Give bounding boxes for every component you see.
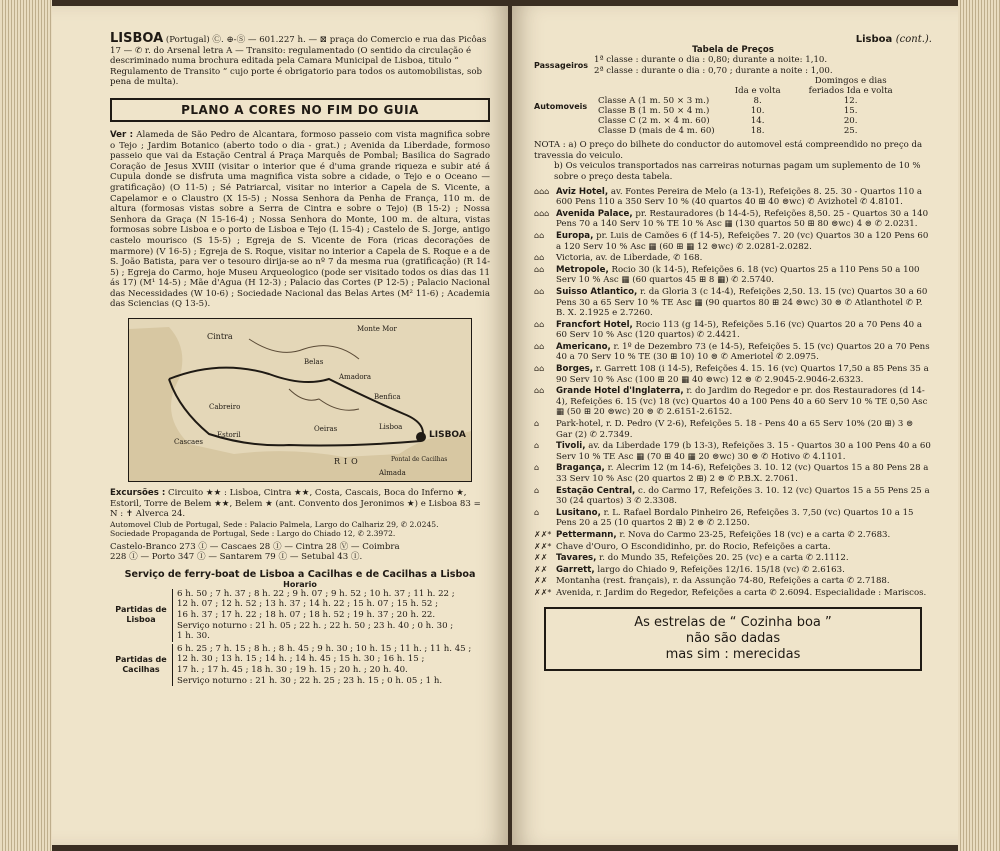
auto-class: Classe A (1 m. 50 × 3 m.) [598,96,710,107]
col-domingos: Domingos e dias feriados Ida e volta [808,76,893,97]
note-b: b) Os veiculos transportados nas carreiras noturnas pagam um suplemento de 10 % sobre o preço desta tabela. [554,161,921,182]
list-item [534,508,932,529]
hotel-details: c. do Carmo 17, Refeições 3. 10. 12 (vc) Quartos 15 a 55 Pens 25 a 30 (24 quartos) 3 ✆ 2.3308. [556,485,930,507]
list-item [534,565,932,576]
ferry-time-line: Serviço noturno : 21 h. 05 ; 22 h. ; 22 h. 50 ; 23 h. 40 ; 0 h. 30 ; [177,620,454,631]
hotel-rating-icon: ⌂⌂ [534,264,545,274]
list-item [534,463,932,484]
hotel-name: Americano, [556,341,611,352]
auto-price-table [594,76,905,136]
map-label-oeiras: Oeiras [314,425,338,434]
map-label-lisboa: Lisboa [379,423,403,432]
region-map [128,318,472,482]
excursoes-section [110,488,490,520]
map-city-label: LISBOA [429,430,466,441]
list-item [534,419,932,440]
list-item [534,253,932,264]
ferry-time-line: 1 h. 30. [177,631,210,642]
ferry-time-line: Serviço noturno : 21 h. 30 ; 22 h. 25 ; 23 h. 15 ; 0 h. 05 ; 1 h. [177,675,443,686]
list-item [534,231,932,252]
hotel-rating-icon: ⌂ [534,485,540,495]
distance-line-1: Castelo-Branco 273 Ⓘ — Cascaes 28 Ⓘ — Cintra 28 Ⓥ — Coimbra [110,541,400,552]
hotel-rating-icon: ⌂ [534,419,540,429]
map-label-cascaes: Cascaes [174,438,203,447]
hotel-rating-icon: ⌂⌂ [534,253,545,263]
auto-class: Classe D (mais de 4 m. 60) [598,126,715,137]
list-item [534,576,932,587]
auto-price-holiday: 20. [843,116,858,127]
hotel-rating-icon: ⌂⌂ [534,319,545,329]
ferry-cacilhas-row [110,644,490,686]
auto-price: 14. [750,116,765,127]
auto-class: Classe B (1 m. 50 × 4 m.) [598,106,710,117]
hotel-rating-icon: ⌂⌂⌂ [534,186,550,196]
autos-label: Automoveis [534,101,588,111]
restaurant-rating-icon: ✗✗* [534,587,552,597]
hotel-details: Park-hotel, r. D. Pedro (V 2-6), Refeições 5. 18 - Pens 40 a 65 Serv 10% (20 ⊞) 3 ⊜ Gar (2) ✆ 2.7349. [556,419,914,440]
restaurant-details: largo do Chiado 9, Refeições 12/16. 15/18 (vc) ✆ 2.6163. [597,564,845,575]
auto-class: Classe C (2 m. × 4 m. 60) [598,116,710,127]
map-label-cacilhas: Pontal de Cacilhas [391,456,448,464]
ferry-lisboa-label: Partidas de Lisboa [110,589,173,642]
hotel-name: Bragança, [556,463,605,474]
map-label-monte-mor: Monte Mor [357,325,397,334]
hotel-name: Grande Hotel d'Inglaterra, [556,386,684,397]
ferry-lisboa-times [177,589,490,642]
city-intro-text: (Portugal) Ⓒ. ⊕-Ⓢ — 601.227 h. — ⊠ praça do Comercio e rua das Picôas 17 — ✆ r. do Arsenal letra A — Transito: regulamentado (O sentido da circulação é descriminado numa brochura editada pela Camara Municipal de Lisboa, titulo “ Regulamento de Transito ” cujo porte é obrigatorio para todos os automobilistas, sob pena de multa). [110,35,487,88]
hotel-details: Rocio 113 (g 14-5), Refeições 5.16 (vc) Quartos 20 a 70 Pens 40 a 60 Serv 10 % Asc (120 quartos) ✆ 2.4421. [556,319,922,341]
hotel-rating-icon: ⌂ [534,507,540,517]
hotel-name: Europa, [556,230,594,241]
restaurant-rating-icon: ✗✗ [534,553,548,563]
restaurant-rating-icon: ✗✗* [534,529,552,539]
hotel-details: r. do Jardim do Regedor e pr. dos Restauradores (d 14-4), Refeições 6. 15 (vc) 18 (vc) Quartos 40 a 100 Pens 40 a 60 Serv 10 % TE 0,50 Asc ▦ (50 ⊞ 20 ⊜wc) 20 ⊜ ✆ 2.6151-2.6152. [556,386,928,418]
hotel-details: r. da Gloria 3 (c 14-4), Refeições 2,50. 13. 15 (vc) Quartos 30 a 60 Pens 30 a 65 Serv 10 % TE Asc ▦ (90 quartos 80 ⊞ 24 ⊜wc) 30 ⊜ ✆ Atlanthotel ✆ P. B. X. 2.1925 e 2.7260. [556,286,928,319]
restaurant-rating-icon: ✗✗* [534,541,552,551]
auto-price: 8. [753,96,762,107]
list-item [534,441,932,462]
city-intro [110,31,490,88]
list-item [534,342,932,363]
plano-banner: PLANO A CORES NO FIM DO GUIA [110,98,490,122]
hotel-rating-icon: ⌂ [534,463,540,473]
restaurant-details: Avenida, r. Jardim do Regedor, Refeições a carta ✆ 2.6094. Especialidade : Mariscos. [556,587,927,598]
passengers-label: Passageiros [534,61,589,71]
list-item [534,588,932,599]
page-header-city: Lisboa [855,34,893,45]
hotel-details: r. 1º de Dezembro 73 (e 14-5), Refeições 5. 15 (vc) Quartos 20 a 70 Pens 40 a 70 Serv 10 % TE (30 ⊞ 10) 10 ⊜ ✆ Ameriotel ✆ 2.0975. [556,341,930,363]
hotel-name: Estação Central, [556,485,636,496]
ferry-time-line: 12 h. 07 ; 12 h. 52 ; 13 h. 37 ; 14 h. 22 ; 15 h. 07 ; 15 h. 52 ; [177,599,439,610]
list-item [534,287,932,319]
map-label-estoril: Estoril [217,431,241,440]
club-line-1: Automovel Club de Portugal, Sede : Palacio Palmela, Largo do Calhariz 29, ✆ 2.0245. [110,519,439,529]
hotel-name: Borges, [556,364,594,375]
hotel-name: Lusitano, [556,507,601,518]
ver-text: Alameda de São Pedro de Alcantara, formoso passeio com vista magnifica sobre o Tejo ; Jardim Botanico (aberto todo o dia - grat.) ; Avenida da Liberdade, formoso passeio que vai da Estação Central á Praça Marquês de Pombal; Basilica do Sagrado Coração de Jesus XVIII (visitar o interior que é d'uma grande riqueza e subir até á Cupula donde se disfruta uma magnifica vista sobre a cidade, o Tejo e o Oceano — gratificação) (O 11-5) ; Sé Patriarcal, visitar no interior a Capela de S. Vicente, a Capelamor e o Claustro (X 15-5) ; Nossa Senhora da Penha de França, 110 m. de altura (formosas vistas sobre a Serra de Cintra e sobre o Tejo) (B 15-2) ; Nossa Senhora da Graça (N 15-16-4) ; Nossa Senhora do Monte, 100 m. de altura, vistas formosas sobre Lisboa e o porto de Lisboa e Tejo (L 15-4) ; Castelo de S. Jorge, antigo castelo mourisco (S 15-5) ; Egreja de S. Vicente de Fora (ricas decorações de marmore) (V 16-5) ; Egreja de S. Roque, visitar no interior a Capela de S. Roque e a de S. João Batista, para ver o tesouro dirija-se ao nº 7 da mesma rua (gratificação) (R 14-5) ; Egreja do Carmo, hoje Museu Arqueologico (pode ser visitado todos os dias das 11 ás 17) (M¹ 14-5) ; Mãe d'Agua (H 12-3) ; Palacio das Cortes (P 12-5) ; Palacio Nacional das Necessidades (W 10-6) ; Sociedade Nacional das Belas Artes (M² 11-6) ; Academia das Sciencias (Q 13-5). [110,129,490,310]
list-item [534,386,932,418]
hotel-rating-icon: ⌂ [534,441,540,451]
ferry-time-line: 12 h. 30 ; 13 h. 15 ; 14 h. ; 14 h. 45 ; 15 h. 30 ; 16 h. 15 ; [177,654,425,665]
auto-table-header [594,76,905,96]
restaurant-details: r. do Mundo 35, Refeições 20. 25 (vc) e a carta ✆ 2.1112. [599,553,849,564]
hotel-details: r. Alecrim 12 (m 14-6), Refeições 3. 10. 12 (vc) Quartos 15 a 80 Pens 28 a 33 Serv 10 % Asc (20 quartos 2 ⊞) 2 ⊜ ✆ P.B.X. 2.7061. [556,463,929,484]
price-table-title: Tabela de Preços [692,45,774,55]
hotel-name: Suisso Atlantico, [556,286,638,297]
hotel-details: av. da Liberdade 179 (b 13-3), Refeições 3. 15 - Quartos 30 a 100 Pens 40 a 60 Serv 10 % TE Asc ▦ (70 ⊞ 40 ▦ 20 ⊜wc) 30 ⊜ ✆ Hotivo ✆ 4.1101. [556,441,931,462]
hotel-name: Metropole, [556,264,609,275]
page-header [534,34,932,45]
auto-price-holiday: 15. [843,106,858,117]
restaurant-details: Montanha (rest. français), r. da Assunção 74-80, Refeições a carta ✆ 2.7188. [556,576,890,587]
list-item [534,265,932,286]
hotel-list [534,187,932,599]
passenger-line: 1ª classe : durante o dia : 0,80; durante a noite: 1,10. [594,55,828,65]
ferry-cacilhas-times [177,644,490,686]
page-header-cont: (cont.). [895,34,932,45]
auto-price-holiday: 25. [843,126,858,137]
restaurant-rating-icon: ✗✗ [534,564,548,574]
passenger-line: 2ª classe : durante o dia : 0,70 ; durante a noite : 1,00. [594,65,833,76]
list-item [534,530,932,541]
restaurant-name: Tavares, [556,553,597,564]
autos-block [534,76,932,136]
hotel-details: Victoria, av. de Liberdade, ✆ 168. [556,253,703,264]
passenger-lines [594,55,932,76]
restaurant-name: Garrett, [556,564,595,575]
right-page-edges [958,0,1000,851]
club-line-2: Sociedade Propaganda de Portugal, Sede : Largo do Chiado 12, ✆ 2.3972. [110,529,396,539]
auto-table-row [594,126,905,136]
lisboa-marker [416,432,426,442]
map-label-cabreiro: Cabreiro [209,403,241,412]
auto-table-row [594,96,905,106]
excursoes-label: Excursões : [110,488,166,499]
hotel-rating-icon: ⌂⌂ [534,364,545,374]
auto-price: 18. [750,126,765,137]
hotel-name: Avenida Palace, [556,208,633,219]
list-item [534,209,932,230]
hotel-rating-icon: ⌂⌂ [534,341,545,351]
hotel-name: Aviz Hotel, [556,186,609,197]
hotel-details: Rocio 30 (k 14-5), Refeições 6. 18 (vc) Quartos 25 a 110 Pens 50 a 100 Serv 10 % Asc ▦ (60 quartos 45 ⊞ 8 ▦) ✆ 2.5740. [556,264,920,286]
left-page [52,6,508,845]
ver-label: Ver : [110,129,134,140]
hotel-details: pr. Luis de Camões 6 (f 14-5), Refeições 7. 20 (vc) Quartos 30 a 120 Pens 60 a 120 Serv 10 % Asc ▦ (60 ⊞ ▦ 12 ⊜wc) ✆ 2.0281-2.0282. [556,230,929,252]
col-ida-volta: Ida e volta [734,86,781,97]
hotel-rating-icon: ⌂⌂ [534,230,545,240]
auto-price: 10. [750,106,765,117]
ferry-time-line: 17 h. ; 17 h. 45 ; 18 h. 30 ; 19 h. 15 ; 20 h. ; 20 h. 40. [177,665,408,675]
hotel-rating-icon: ⌂⌂ [534,386,545,396]
restaurant-name: Pettermann, [556,529,617,540]
ver-section [110,130,490,310]
map-label-amadora: Amadora [339,373,372,382]
ferry-cacilhas-label: Partidas de Cacilhas [110,644,173,686]
hotel-rating-icon: ⌂⌂ [534,286,545,296]
note-a: NOTA : a) O preço do bilhete do conductor do automovel está compreendido no preço da travessia do veiculo. [534,140,923,161]
auto-price-holiday: 12. [843,96,858,107]
hotel-details: av. Fontes Pereira de Melo (a 13-1), Refeições 8. 25. 30 - Quartos 110 a 600 Pens 110 a 350 Serv 10 % (40 quartos 40 ⊞ 40 ⊜wc) ✆ Avizhotel ✆ 4.8101. [556,186,923,208]
hotel-details: pr. Restauradores (b 14-4-5), Refeições 8,50. 25 - Quartos 30 a 140 Pens 70 a 140 Serv 10 % TE 10 % Asc ▦ (130 quartos 50 ⊞ 80 ⊜wc) 4 ⊜ ✆ 2.0231. [556,208,929,230]
excursoes-text: Circuito ★★ : Lisboa, Cintra ★★, Costa, Cascais, Boca do Inferno ★, Estoril, Torre de Belem ★★, Belem ★ (ant. Convento dos Jeronimos ★) e Lisboa 83 = N : ✝ Alverca 24. [110,488,481,520]
map-label-cintra: Cintra [207,332,233,342]
hotel-rating-icon: ⌂⌂⌂ [534,208,550,218]
map-label-benfica: Benfica [374,393,401,402]
distance-line-2: 228 Ⓘ — Porto 347 Ⓘ — Santarem 79 Ⓘ — Setubal 43 Ⓘ. [110,552,363,563]
list-item [534,364,932,385]
hotel-name: Tivoli, [556,441,586,452]
city-heading: LISBOA [110,31,164,46]
list-item [534,187,932,208]
list-item [534,542,932,553]
restaurant-details: r. Nova do Carmo 23-25, Refeições 18 (vc) e a carta ✆ 2.7683. [619,529,891,540]
hotel-details: r. Garrett 108 (i 14-5), Refeições 4. 15. 16 (vc) Quartos 17,50 a 85 Pens 35 a 90 Serv 10 % Asc (100 ⊞ 20 ▦ 40 ⊜wc) 12 ⊜ ✆ 2.9045-2.9046-2.6323. [556,364,929,385]
hotel-name: Francfort Hotel, [556,319,633,330]
list-item [534,553,932,564]
auto-table-row [594,106,905,116]
ferry-lisboa-row [110,589,490,642]
restaurant-details: Chave d'Ouro, O Escondidinho, pr. do Rocio, Refeições a carta. [556,541,831,552]
right-page [512,6,958,845]
slogan-line: As estrelas de “ Cozinha boa ” [634,614,832,630]
map-label-rio: RIO [334,457,362,467]
hotel-details: r. L. Rafael Bordalo Pinheiro 26, Refeições 3. 7,50 (vc) Quartos 10 a 15 Pens 20 a 25 (10 quartos 2 ⊞) 2 ⊜ ✆ 2.1250. [556,507,914,529]
auto-table-row [594,116,905,126]
map-label-almada: Almada [379,469,406,478]
restaurant-rating-icon: ✗✗ [534,576,548,586]
passengers-block [534,55,932,76]
left-page-edges [0,0,52,851]
map-label-belas: Belas [304,358,324,367]
slogan-line: não são dadas [685,630,781,646]
ferry-time-line: 16 h. 37 ; 17 h. 22 ; 18 h. 07 ; 18 h. 52 ; 19 h. 37 ; 20 h. 22. [177,610,436,621]
list-item [534,320,932,341]
ferry-subtitle: Horario [283,579,317,589]
ferry-time-line: 6 h. 50 ; 7 h. 37 ; 8 h. 22 ; 9 h. 07 ; 9 h. 52 ; 10 h. 37 ; 11 h. 22 ; [177,588,455,599]
slogan-line: mas sim : merecidas [665,646,801,662]
ferry-title: Serviço de ferry-boat de Lisboa a Cacilhas e de Cacilhas a Lisboa [124,568,476,580]
slogan-box [544,607,922,671]
ferry-time-line: 6 h. 25 ; 7 h. 15 ; 8 h. ; 8 h. 45 ; 9 h. 30 ; 10 h. 15 ; 11 h. ; 11 h. 45 ; [177,643,472,654]
list-item [534,486,932,507]
